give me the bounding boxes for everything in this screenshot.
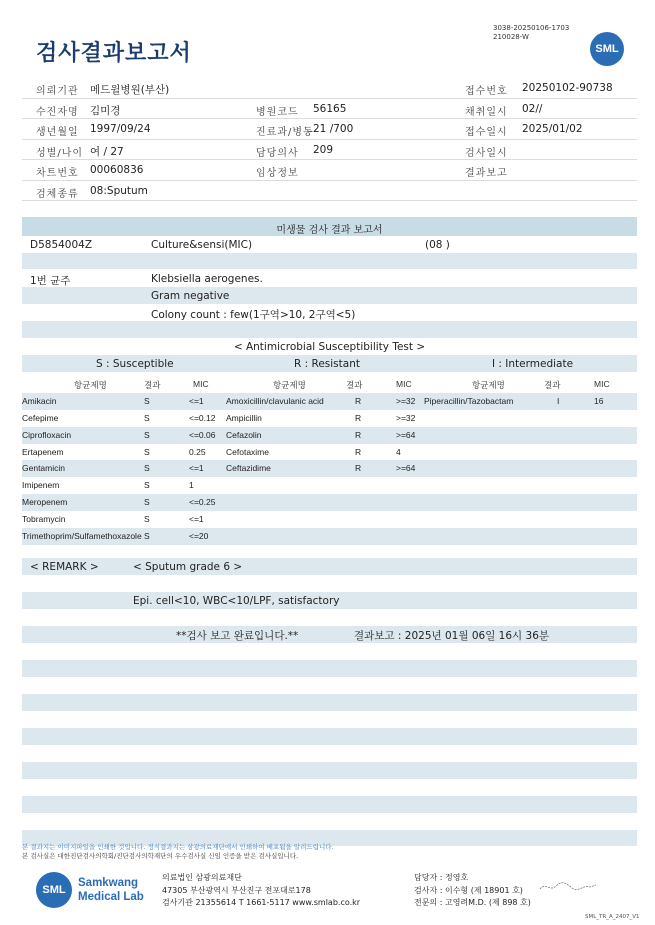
colony-count: Colony count : few(1구역>10, 2구역<5) — [151, 309, 356, 321]
sex-age-value: 여 / 27 — [90, 145, 124, 158]
signature-icon — [538, 880, 598, 894]
band — [22, 660, 637, 677]
drug-name: Cefotaxime — [226, 446, 269, 457]
result: S — [144, 480, 150, 491]
organism-label: 1번 균주 — [30, 275, 71, 287]
result: S — [144, 395, 150, 406]
band — [22, 253, 637, 269]
collection-value: 02// — [522, 102, 543, 115]
footer-sml-logo-icon: SML — [36, 872, 72, 908]
drug-name: Amikacin — [22, 395, 57, 406]
table-row — [22, 528, 637, 545]
drug-name: Tobramycin — [22, 514, 66, 525]
result: S — [144, 412, 150, 423]
footnote-accreditation: 본 검사실은 대한진단검사의학회/진단검사의학재단의 우수검사실 신임 인증을 받은 검사실입니다. — [22, 852, 299, 860]
result: R — [355, 412, 362, 423]
sml-logo-icon: SML — [590, 32, 624, 66]
result: S — [144, 514, 150, 525]
drug-name: Ertapenem — [22, 446, 64, 457]
info-row-name — [22, 99, 637, 120]
mic-value: >=64 — [396, 429, 416, 440]
birth-value: 1997/09/24 — [90, 123, 151, 135]
report-label: 결과보고 — [465, 168, 508, 179]
document-number — [493, 24, 569, 42]
table-row — [22, 511, 637, 528]
hospital-code-value: 56165 — [313, 102, 347, 115]
band — [22, 728, 637, 745]
footer-contact: 검사기관 21355614 T 1661-5117 www.smlab.co.kr — [162, 898, 361, 907]
footer-address-block — [162, 872, 360, 910]
mic-value: <=1 — [189, 514, 204, 525]
drug-name: Ampicillin — [226, 412, 262, 423]
band — [22, 796, 637, 813]
ast-title: < Antimicrobial Susceptibility Test > — [233, 341, 426, 353]
name-label: 수진자명 — [36, 106, 79, 118]
drug-name: Meropenem — [22, 497, 68, 508]
gram-stain: Gram negative — [151, 290, 230, 302]
result: R — [355, 463, 362, 474]
chart-no-label: 차트번호 — [36, 168, 79, 179]
band — [22, 321, 637, 338]
result: R — [355, 395, 362, 406]
footer-address: 47305 부산광역시 부산진구 전포대로178 — [162, 885, 311, 895]
ast-body — [22, 393, 637, 545]
col-result-2: 결과 — [346, 380, 363, 390]
collection-label: 채취일시 — [465, 106, 508, 118]
band — [22, 287, 637, 304]
footer-brand — [78, 876, 144, 904]
drug-name: Cefepime — [22, 412, 59, 423]
test-name: Culture&sensi(MIC) — [151, 239, 253, 251]
footer-staff-block — [414, 872, 531, 910]
result: S — [144, 531, 150, 542]
table-row — [22, 444, 637, 461]
col-drug-2: 항균제명 — [273, 380, 306, 390]
brand-line2: Medical Lab — [78, 891, 144, 903]
result: I — [557, 395, 560, 406]
band — [22, 762, 637, 779]
institution-label: 의뢰기관 — [36, 86, 79, 97]
form-version: SML_TR_A_2407_V1 — [585, 914, 640, 920]
result: S — [144, 497, 150, 508]
mic-value: >=64 — [396, 463, 416, 474]
legend-intermediate: I : Intermediate — [492, 358, 574, 370]
chart-no-value: 00060836 — [90, 164, 144, 176]
mic-value: <=20 — [189, 531, 209, 542]
mic-value: 0.25 — [189, 446, 206, 457]
dept-value: 21 /700 — [313, 123, 354, 135]
mic-value: <=0.25 — [189, 497, 216, 508]
staff-specialist: 전문의 : 고영려M.D. (제 898 호) — [414, 898, 531, 907]
test-code: (08 ) — [425, 239, 450, 251]
col-mic-3: MIC — [594, 379, 610, 389]
table-row — [22, 393, 637, 410]
drug-name: Amoxicillin/clavulanic acid — [226, 395, 324, 406]
staff-tester: 검사자 : 이수형 (제 18901 호) — [414, 885, 523, 895]
table-row — [22, 410, 637, 427]
patient-info-table — [22, 78, 637, 201]
info-row-birth — [22, 119, 637, 140]
band — [22, 558, 637, 575]
name-value: 김미경 — [90, 104, 121, 117]
drug-name: Ciprofloxacin — [22, 429, 72, 440]
sex-age-label: 성별/나이 — [36, 147, 84, 159]
info-row-institution — [22, 78, 637, 99]
remark-label: < REMARK > — [30, 561, 99, 573]
birth-label: 생년월일 — [36, 127, 79, 138]
section-title: 미생물 검사 결과 보고서 — [276, 225, 383, 236]
document-number-line1: 3038-20250106-1703 — [493, 24, 570, 32]
mic-value: 16 — [594, 395, 604, 406]
result: S — [144, 463, 150, 474]
col-drug-1: 항균제명 — [74, 380, 107, 390]
table-row — [22, 494, 637, 511]
result: S — [144, 446, 150, 457]
col-mic-1: MIC — [193, 379, 209, 389]
report-time: 결과보고 : 2025년 01월 06일 16시 36분 — [354, 630, 550, 642]
col-drug-3: 항균제명 — [472, 380, 505, 390]
report-complete: **검사 보고 완료입니다.** — [176, 630, 299, 642]
info-row-chart — [22, 160, 637, 181]
drug-name: Cefazolin — [226, 429, 262, 440]
document-number-line2: 210028-W — [493, 33, 529, 41]
table-row — [22, 427, 637, 444]
mic-value: <=1 — [189, 463, 204, 474]
ast-table — [22, 376, 637, 545]
mic-value: 4 — [396, 446, 401, 457]
institution-value: 메드윌병원(부산) — [90, 84, 170, 96]
result: S — [144, 429, 150, 440]
drug-name: Trimethoprim/Sulfamethoxazole — [22, 531, 142, 542]
test-date-label: 검사일시 — [465, 147, 508, 159]
dept-label: 진료과/병동 — [256, 127, 314, 138]
drug-name: Piperacillin/Tazobactam — [424, 395, 514, 406]
remark-grade: < Sputum grade 6 > — [133, 561, 243, 573]
mic-value: <=0.12 — [189, 412, 216, 423]
band — [22, 694, 637, 711]
col-mic-2: MIC — [396, 379, 412, 389]
mic-value: <=1 — [189, 395, 204, 406]
table-row — [22, 460, 637, 477]
mic-value: >=32 — [396, 412, 416, 423]
result: R — [355, 446, 362, 457]
organism-name: Klebsiella aerogenes. — [151, 273, 263, 285]
legend-resistant: R : Resistant — [294, 358, 360, 370]
footer-org: 의료법인 삼광의료재단 — [162, 873, 242, 882]
result: R — [355, 429, 362, 440]
receipt-no-label: 접수번호 — [465, 86, 508, 97]
drug-name: Gentamicin — [22, 463, 65, 474]
page-title: 검사결과보고서 — [36, 41, 192, 66]
receipt-date-value: 2025/01/02 — [522, 123, 583, 135]
mic-value: 1 — [189, 480, 194, 491]
mic-value: >=32 — [396, 395, 416, 406]
legend-susceptible: S : Susceptible — [96, 358, 174, 370]
clinical-label: 임상정보 — [256, 168, 299, 179]
mic-value: <=0.06 — [189, 429, 216, 440]
receipt-no-value: 20250102-90738 — [522, 82, 613, 94]
specimen-value: 08:Sputum — [90, 184, 148, 197]
col-result-3: 결과 — [544, 380, 561, 390]
brand-line1: Samkwang — [78, 877, 139, 889]
drug-name: Imipenem — [22, 480, 60, 491]
footnote-print-notice: 본 결과지는 이미지파일을 인쇄한 것입니다. 정식결과지는 삼광의료재단에서 인쇄하여 배포됨을 알려드립니다. — [22, 843, 334, 851]
doctor-label: 담당의사 — [256, 147, 299, 159]
table-row — [22, 477, 637, 494]
specimen-label: 검체종류 — [36, 188, 79, 200]
col-result-1: 결과 — [144, 380, 161, 390]
staff-manager: 담당자 : 정영호 — [414, 873, 469, 882]
info-row-sex-age — [22, 140, 637, 161]
specimen-id: D5854004Z — [30, 239, 93, 251]
receipt-date-label: 접수일시 — [465, 127, 508, 138]
hospital-code-label: 병원코드 — [256, 106, 299, 118]
drug-name: Ceftazidime — [226, 463, 271, 474]
info-row-specimen — [22, 181, 637, 202]
doctor-value: 209 — [313, 143, 334, 156]
remark-detail: Epi. cell<10, WBC<10/LPF, satisfactory — [133, 595, 340, 607]
ast-header-row — [22, 376, 637, 393]
